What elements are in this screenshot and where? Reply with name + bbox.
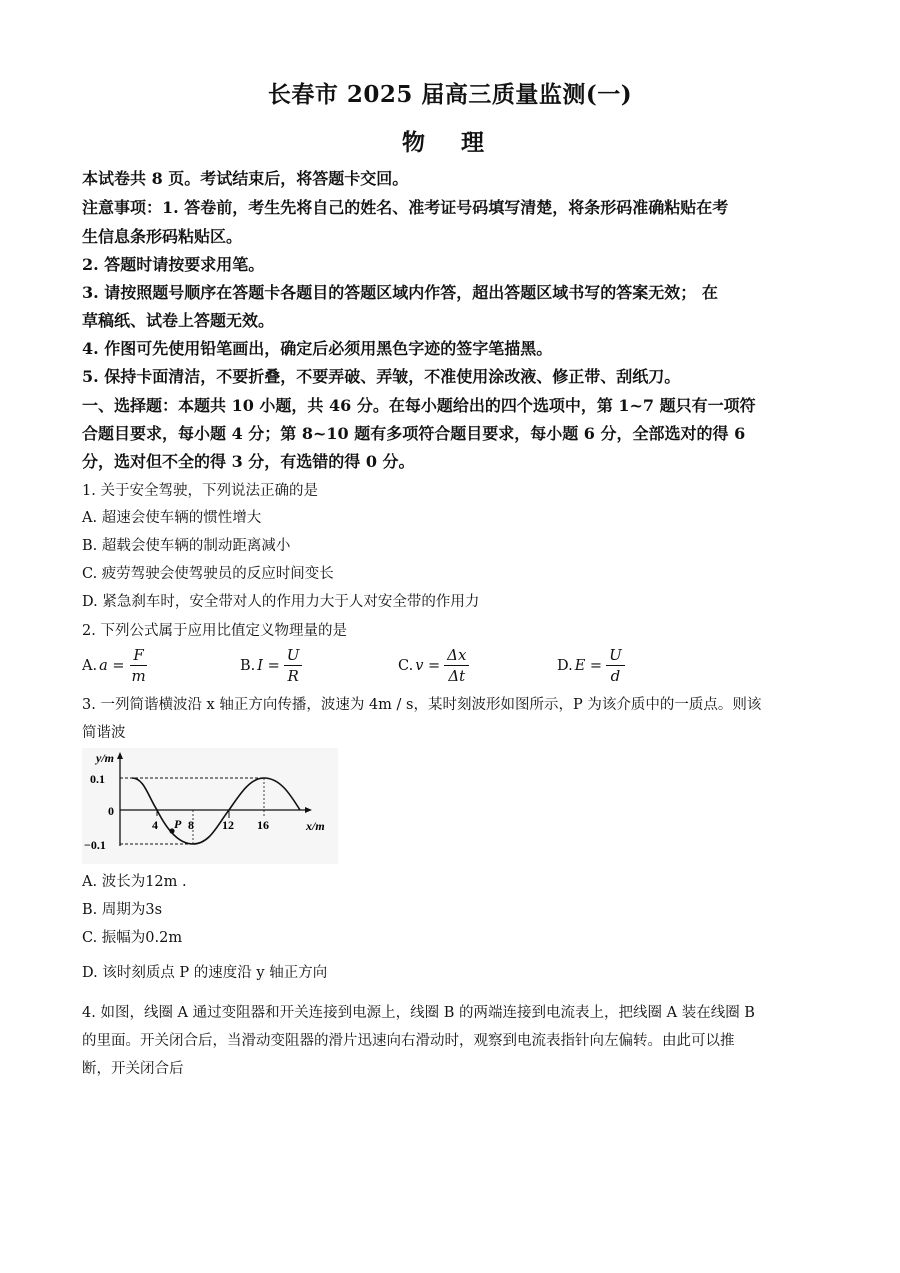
instruction-line: 4. 作图可先使用铅笔画出，确定后必须用黑色字迹的签字笔描黑。	[82, 339, 553, 358]
option-label: D.	[557, 657, 573, 674]
wave-figure	[82, 748, 338, 864]
instruction-line: 生信息条形码粘贴区。	[82, 227, 243, 246]
subject-title: 物 理	[401, 129, 498, 156]
y-tick-label: 0	[108, 804, 114, 818]
x-tick-label: 4	[152, 818, 158, 832]
y-tick-label: 0.1	[90, 772, 105, 786]
question-3-stem: 3. 一列简谐横波沿 x 轴正方向传播，波速为 4m / s，某时刻波形如图所示，P 为该介质中的一质点。则该	[82, 697, 762, 713]
denominator: m	[131, 667, 146, 685]
numerator: Δx	[444, 646, 469, 666]
instruction-line: 5. 保持卡面清洁，不要折叠，不要弄破、弄皱，不准使用涂改液、修正带、刮纸刀。	[82, 367, 681, 386]
question-4-stem: 4. 如图，线圈 A 通过变阻器和开关连接到电源上，线圈 B 的两端连接到电流表上，把线圈 A 装在线圈 B	[82, 1005, 755, 1021]
fraction	[284, 646, 303, 685]
question-4-stem-cont: 的里面。开关闭合后，当滑动变阻器的滑片迅速向右滑动时，观察到电流表指针向左偏转。由此可以推	[82, 1033, 735, 1049]
question-1-option-c: C. 疲劳驾驶会使驾驶员的反应时间变长	[82, 566, 334, 582]
question-1-option-a: A. 超速会使车辆的惯性增大	[82, 510, 262, 526]
question-4-stem-cont: 断，开关闭合后	[82, 1061, 184, 1077]
denominator: R	[287, 667, 299, 685]
numerator: U	[284, 646, 303, 666]
formula-lhs: a =	[99, 657, 125, 674]
section-header-line: 分，选对但不全的得 3 分，有选错的得 0 分。	[82, 452, 415, 471]
question-2-option-a	[82, 646, 149, 685]
numerator: U	[606, 646, 625, 666]
question-1-option-d: D. 紧急刹车时，安全带对人的作用力大于人对安全带的作用力	[82, 594, 480, 610]
fraction	[444, 646, 469, 685]
instruction-line: 3. 请按照题号顺序在答题卡各题目的答题区域内作答，超出答题区域书写的答案无效； 在	[82, 283, 718, 302]
question-3-option-a: A. 波长为12m .	[82, 874, 187, 890]
x-tick-label: 8	[188, 818, 194, 832]
question-2-option-b	[240, 646, 302, 685]
denominator: d	[610, 667, 621, 685]
denominator: Δt	[448, 667, 466, 685]
option-label: B.	[240, 657, 256, 674]
section-header-line: 一、选择题：本题共 10 小题，共 46 分。在每小题给出的四个选项中，第 1~7 题只有一项符	[82, 396, 756, 415]
x-axis-label: x/m	[306, 819, 325, 833]
section-header-line: 合题目要求，每小题 4 分；第 8~10 题有多项符合题目要求，每小题 6 分，全部选对的得 6	[82, 424, 746, 443]
question-2-stem: 2. 下列公式属于应用比值定义物理量的是	[82, 623, 347, 639]
question-1-stem: 1. 关于安全驾驶，下列说法正确的是	[82, 483, 318, 499]
instruction-line: 2. 答题时请按要求用笔。	[82, 255, 265, 274]
question-2-option-d	[557, 646, 625, 685]
fraction	[129, 646, 149, 685]
y-tick-label: −0.1	[84, 838, 106, 852]
question-3-stem-cont: 简谐波	[82, 725, 126, 741]
question-3-option-b: B. 周期为3s	[82, 902, 163, 918]
x-tick-label: 12	[222, 818, 234, 832]
y-axis-label: y/m	[96, 751, 114, 765]
question-1-option-b: B. 超载会使车辆的制动距离减小	[82, 538, 291, 554]
fraction	[606, 646, 625, 685]
option-label: C.	[398, 657, 414, 674]
instruction-line: 本试卷共 8 页。考试结束后，将答题卡交回。	[82, 169, 409, 188]
option-label: A.	[82, 657, 98, 674]
formula-lhs: v =	[415, 657, 441, 674]
point-p-label: P	[174, 817, 182, 831]
instruction-line: 草稿纸、试卷上答题无效。	[82, 311, 275, 330]
formula-lhs: E =	[574, 657, 603, 674]
x-tick-label: 16	[257, 818, 269, 832]
question-2-option-c	[398, 646, 469, 685]
instruction-line: 注意事项：1. 答卷前，考生先将自己的姓名、准考证号码填写清楚，将条形码准确粘贴在考	[82, 198, 729, 217]
numerator: F	[130, 646, 146, 666]
question-3-option-c: C. 振幅为0.2m	[82, 930, 183, 946]
exam-title: 长春市 2025 届高三质量监测(一)	[267, 81, 633, 108]
formula-lhs: I =	[257, 657, 280, 674]
question-3-option-d: D. 该时刻质点 P 的速度沿 y 轴正方向	[82, 965, 328, 981]
